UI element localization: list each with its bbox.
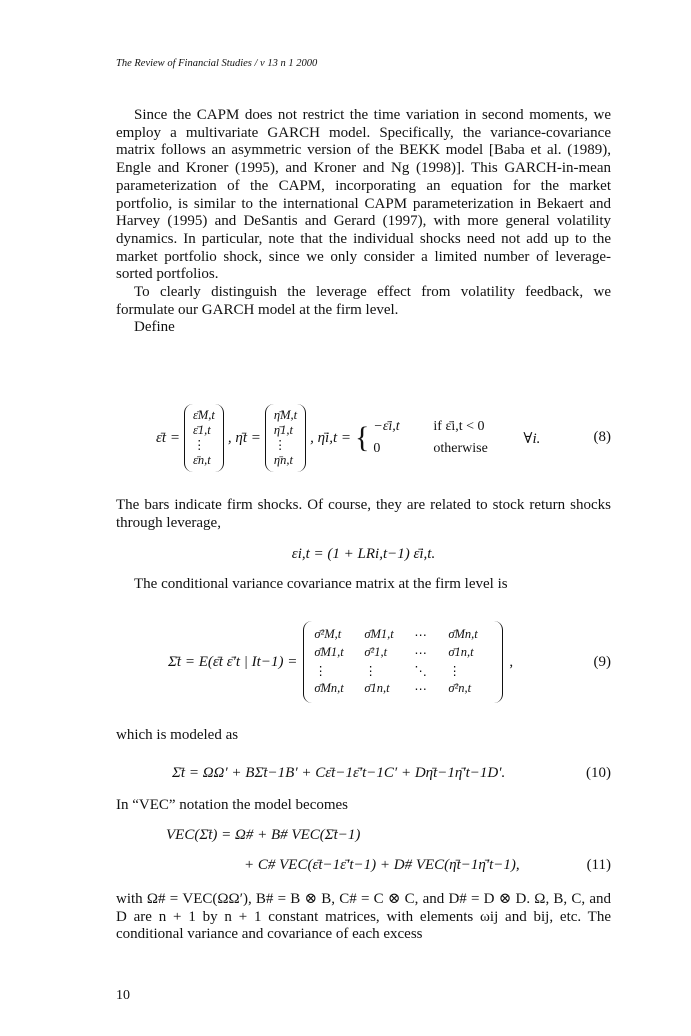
paragraph-with: with Ω# = VEC(ΩΩ′), B# = B ⊗ B, C# = C ⊗ C, and D# = D ⊗ D. Ω, B, C, and D are n + 1 by n + 1 constant matrices, with elements ωij and bij, etc. The conditional variance and covariance of each excess: [116, 891, 611, 943]
matrix-cell: σ̄Mn,t: [448, 627, 478, 641]
paragraph-leverage: To clearly distinguish the leverage effect from volatility feedback, we formulate our GARCH model at the firm level.: [116, 284, 611, 318]
matrix-cell: ⋯: [414, 682, 427, 696]
running-head: The Review of Financial Studies / v 13 n 1 2000: [116, 58, 318, 69]
equation-number-8: (8): [593, 429, 611, 445]
paragraph-vec: In “VEC” notation the model becomes: [116, 797, 349, 813]
paragraph-modeled: which is modeled as: [116, 727, 239, 743]
matrix-cell: ⋮: [448, 664, 461, 678]
body-text-modeled: [116, 727, 611, 745]
paragraph-define: Define: [134, 319, 175, 336]
forall-i: ∀i.: [523, 430, 541, 447]
matrix-cell: σ̄²M,t: [314, 627, 342, 641]
body-text-cond-var: [116, 576, 611, 594]
eps-vec-entry: ε̄1,t: [192, 423, 211, 437]
matrix-cell: σ̄²n,t: [448, 681, 472, 695]
matrix-cell: σ̄M1,t: [364, 627, 394, 641]
equation-9-comma: ,: [509, 653, 514, 670]
matrix-cell: σ̄M1,t: [314, 645, 344, 659]
eta-vec-entry: η̄1,t: [273, 423, 293, 437]
brace-icon: {: [355, 421, 370, 454]
equation-11-line-2: + C# VEC(ε̄t−1ε̄′t−1) + D# VEC(η̄t−1η̄′t−1),: [244, 857, 520, 873]
eta-vec-entry: ⋮: [273, 438, 287, 452]
matrix-cell: ⋯: [414, 646, 427, 660]
covariance-matrix: [303, 621, 503, 703]
equation-10: [116, 765, 611, 787]
eta-bar-vector: [265, 404, 306, 472]
matrix-cell: ⋮: [364, 664, 377, 678]
matrix-cell: ⋱: [414, 664, 427, 678]
matrix-cell: ⋯: [414, 628, 427, 642]
equation-11: [116, 827, 611, 877]
case-2-condition: otherwise: [433, 441, 488, 456]
case-1-value: −ε̄i,t: [373, 419, 400, 434]
eps-vec-entry: ε̄n,t: [192, 453, 211, 467]
equation-number-9: (9): [593, 654, 611, 670]
page-number: 10: [116, 988, 130, 1003]
paragraph-bars: The bars indicate firm shocks. Of course, they are related to stock return shocks through leverage,: [116, 497, 611, 531]
equation-10-body: Σ̄t = ΩΩ′ + BΣ̄t−1B′ + Cε̄t−1ε̄′t−1C′ + Dη̄t−1η̄′t−1D′.: [172, 765, 506, 781]
body-text-bars: [116, 497, 611, 532]
case-2-value: 0: [373, 441, 381, 456]
eta-vec-entry: η̄n,t: [273, 453, 293, 467]
eta-i-lhs: , η̄i,t =: [310, 429, 351, 446]
body-text-with: [116, 891, 611, 944]
eta-bar-lhs: , η̄t =: [227, 429, 261, 446]
covariance-matrix-grid: [314, 627, 492, 697]
eps-bar-lhs: ε̄t =: [156, 429, 180, 446]
equation-9: [116, 607, 611, 717]
matrix-cell: σ̄²1,t: [364, 645, 388, 659]
eps-vec-entry: ε̄M,t: [192, 408, 215, 422]
eps-vec-entry: ⋮: [192, 438, 206, 452]
equation-11-line-1: VEC(Σ̄t) = Ω# + B# VEC(Σ̄t−1): [166, 827, 361, 843]
equation-number-11: (11): [586, 857, 611, 873]
equation-8: [116, 385, 611, 491]
case-1-condition: if ε̄i,t < 0: [433, 419, 485, 434]
body-text-vec: [116, 797, 611, 815]
matrix-cell: ⋮: [314, 664, 327, 678]
equation-leverage: εi,t = (1 + LRi,t−1) ε̄i,t.: [291, 546, 436, 562]
matrix-cell: σ̄1n,t: [364, 681, 390, 695]
paragraph-cond-var: The conditional variance covariance matrix at the firm level is: [134, 576, 508, 592]
sigma-bar-lhs: Σ̄t = E(ε̄t ε̄′t | It−1) =: [168, 653, 298, 670]
piecewise-cases: [373, 419, 513, 457]
matrix-cell: σ̄Mn,t: [314, 681, 344, 695]
eta-vec-entry: η̄M,t: [273, 408, 298, 422]
paragraph-garch-intro: Since the CAPM does not restrict the time variation in second moments, we employ a multivariate GARCH model. Specifically, the variance-covariance matrix follows an asymmetric version of the BEKK model [Baba et al. (1989), Engle and Kroner (1995), and Kroner and Ng (1998)]. This GARCH-in-mean parameterization of the CAPM, incorporating an equation for the market portfolio, is similar to the international CAPM parameterization in Bekaert and Harvey (1995) and DeSantis and Gerard (1997), with more general volatility dynamics. In particular, note that the individual shocks need not add up to the market portfolio shock, since we only consider a limited number of leverage-sorted portfolios.: [116, 107, 611, 283]
body-text-upper: [116, 107, 611, 337]
eps-bar-vector: [184, 404, 224, 472]
matrix-cell: σ̄1n,t: [448, 645, 474, 659]
equation-number-10: (10): [586, 765, 611, 781]
